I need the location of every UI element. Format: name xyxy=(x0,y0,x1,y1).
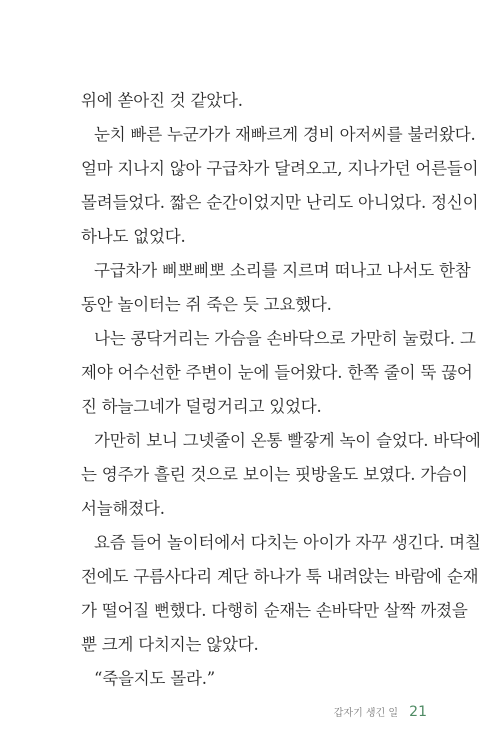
text-line: 위에 쏟아진 것 같았다. xyxy=(81,91,243,110)
text-line: 얼마 지나지 않아 구급차가 달려오고, 지나가던 어른들이 xyxy=(81,159,479,178)
text-line: 는 영주가 흘린 것으로 보이는 핏방울도 보였다. 가슴이 xyxy=(81,465,468,484)
text-line: 눈치 빠른 누군가가 재빠르게 경비 아저씨를 불러왔다. xyxy=(94,125,476,144)
page-number: 21 xyxy=(409,704,427,720)
body-text xyxy=(81,84,481,696)
text-line: 하나도 없었다. xyxy=(81,227,186,246)
text-line: 나는 콩닥거리는 가슴을 손바닥으로 가만히 눌렀다. 그 xyxy=(94,329,476,348)
text-line: 동안 놀이터는 쥐 죽은 듯 고요했다. xyxy=(81,295,332,314)
text-line: “죽을지도 몰라.” xyxy=(94,669,215,688)
running-head: 갑자기 생긴 일 xyxy=(333,708,399,719)
text-line: 요즘 들어 놀이터에서 다치는 아이가 자꾸 생긴다. 며칠 xyxy=(94,533,481,552)
text-line: 몰려들었다. 짧은 순간이었지만 난리도 아니었다. 정신이 xyxy=(81,193,479,212)
text-line: 제야 어수선한 주변이 눈에 들어왔다. 한쪽 줄이 뚝 끊어 xyxy=(81,363,473,382)
text-line: 진 하늘그네가 덜렁거리고 있었다. xyxy=(81,397,322,416)
text-line: 구급차가 삐뽀삐뽀 소리를 지르며 떠나고 나서도 한참 xyxy=(94,261,471,280)
text-line: 뿐 크게 다치지는 않았다. xyxy=(81,635,259,654)
text-line: 전에도 구름사다리 계단 하나가 툭 내려앉는 바람에 순재 xyxy=(81,567,479,586)
text-line: 가 떨어질 뻔했다. 다행히 순재는 손바닥만 살짝 까졌을 xyxy=(81,601,468,620)
text-line: 서늘해졌다. xyxy=(81,499,165,518)
page-footer xyxy=(334,700,427,722)
text-line: 가만히 보니 그넷줄이 온통 빨갛게 녹이 슬었다. 바닥에 xyxy=(94,431,481,450)
